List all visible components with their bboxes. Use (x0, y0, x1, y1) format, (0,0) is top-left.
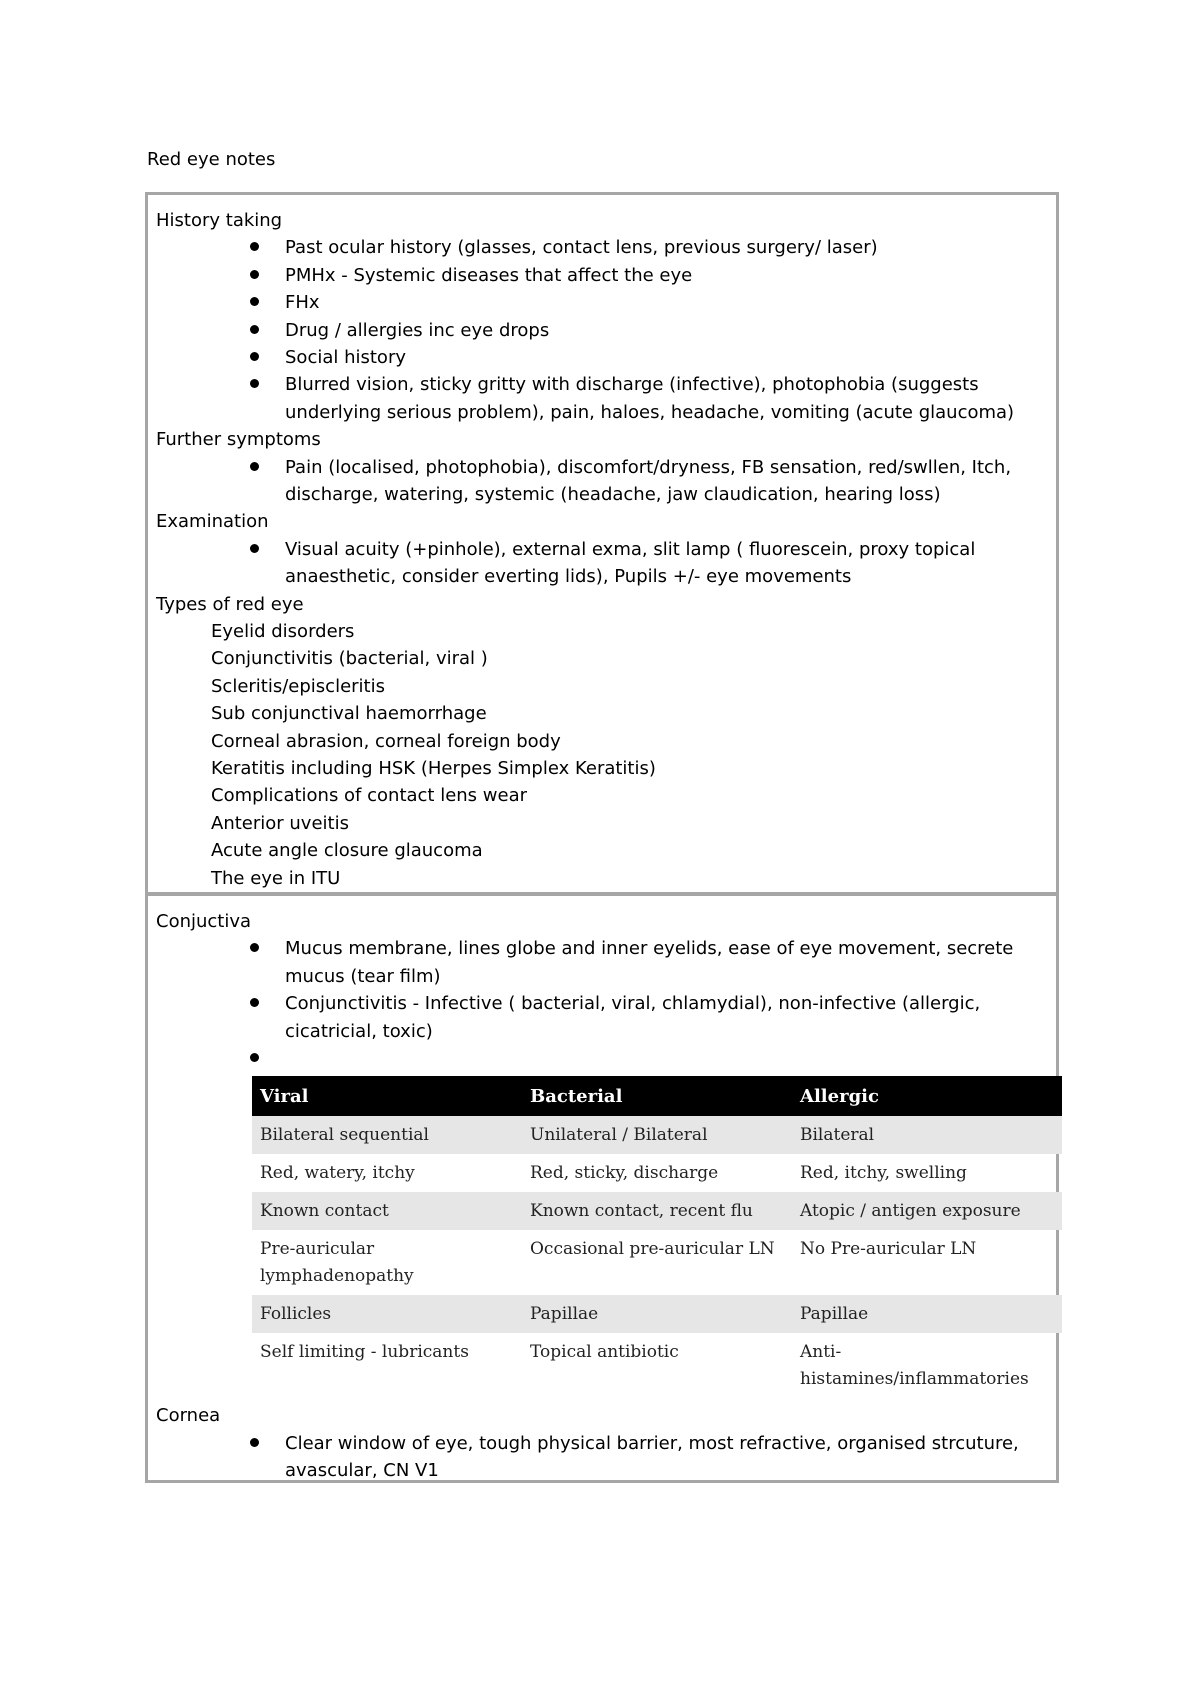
list-item: Visual acuity (+pinhole), external exma, slit lamp ( fluorescein, proxy topical anaesthetic, consider everting lids), Pupils +/- eye movements (156, 536, 1048, 591)
list-item: Clear window of eye, tough physical barrier, most refractive, organised strcuture, avascular, CN V1 (156, 1430, 1048, 1485)
type-item: Anterior uveitis (211, 812, 349, 834)
table-row (252, 1230, 1062, 1295)
table-cell: No Pre-auricular LN (800, 1239, 977, 1260)
history-list (156, 234, 1048, 426)
list-item: Drug / allergies inc eye drops (156, 317, 1048, 344)
cornea-list (156, 1430, 1048, 1485)
table-cell: Unilateral / Bilateral (522, 1116, 792, 1154)
table-cell: Occasional pre-auricular LN (530, 1239, 775, 1260)
table-cell: Pre-auricular lymphadenopathy (260, 1239, 414, 1287)
bullet-icon (250, 943, 259, 952)
table-row (252, 1295, 1062, 1333)
column-header: Allergic (792, 1076, 1062, 1116)
table-row (252, 1116, 1062, 1154)
table-cell: Red, itchy, swelling (800, 1163, 967, 1184)
table-cell: Anti-histamines/inflammatories (800, 1342, 1029, 1390)
examination-list (156, 536, 1048, 591)
table-cell: Bilateral (792, 1116, 1062, 1154)
bullet-icon (250, 242, 259, 251)
bullet-icon (250, 544, 259, 553)
type-item: Acute angle closure glaucoma (211, 840, 483, 862)
table-cell: Known contact (252, 1192, 522, 1230)
table-row (252, 1192, 1062, 1230)
bullet-icon (250, 352, 259, 361)
list-item: Past ocular history (glasses, contact lens, previous surgery/ laser) (156, 234, 1048, 261)
list-item: Mucus membrane, lines globe and inner eyelids, ease of eye movement, secrete mucus (tear film) (156, 935, 1048, 990)
types-list (156, 618, 1048, 892)
list-item: Pain (localised, photophobia), discomfort/dryness, FB sensation, red/swllen, Itch, discharge, watering, systemic (headache, jaw claudication, hearing loss) (156, 454, 1048, 509)
table-cell: Known contact, recent flu (522, 1192, 792, 1230)
table-cell: Red, watery, itchy (260, 1163, 415, 1184)
bullet-icon (250, 462, 259, 471)
column-header: Bacterial (522, 1076, 792, 1116)
bullet-icon (250, 1438, 259, 1447)
list-item-empty (156, 1045, 1048, 1072)
list-item: FHx (156, 289, 1048, 316)
list-item: Conjunctivitis - Infective ( bacterial, viral, chlamydial), non-infective (allergic, cicatricial, toxic) (156, 990, 1048, 1045)
type-item: Corneal abrasion, corneal foreign body (211, 730, 561, 752)
type-item: Keratitis including HSK (Herpes Simplex Keratitis) (211, 757, 656, 779)
table-cell: Self limiting - lubricants (260, 1342, 469, 1363)
type-item: Sub conjunctival haemorrhage (211, 703, 487, 725)
table-cell: Topical antibiotic (530, 1342, 679, 1363)
type-item: The eye in ITU (211, 867, 341, 889)
types-heading: Types of red eye (156, 593, 304, 615)
bullet-icon (250, 379, 259, 388)
history-heading: History taking (156, 210, 283, 231)
conjunctiva-heading: Conjuctiva (156, 911, 252, 932)
bullet-icon (250, 270, 259, 279)
cornea-heading: Cornea (156, 1405, 221, 1427)
type-item: Complications of contact lens wear (211, 785, 528, 807)
type-item: Conjunctivitis (bacterial, viral ) (211, 648, 488, 670)
list-item: PMHx - Systemic diseases that affect the eye (156, 262, 1048, 289)
table-cell: Bilateral sequential (252, 1116, 522, 1154)
table-row (252, 1333, 1062, 1398)
page-title: Red eye notes (147, 149, 276, 170)
bullet-icon (250, 325, 259, 334)
table-header-row (252, 1076, 1062, 1116)
table-row (252, 1154, 1062, 1192)
notes-box-history (145, 192, 1059, 895)
bullet-icon (250, 297, 259, 306)
list-item: Blurred vision, sticky gritty with discharge (infective), photophobia (suggests underlying serious problem), pain, haloes, headache, vomiting (acute glaucoma) (156, 371, 1048, 426)
column-header: Viral (252, 1076, 522, 1116)
table-cell: Follicles (252, 1295, 522, 1333)
conjunctivitis-comparison-table (252, 1076, 1062, 1398)
notes-box-conjunctiva (145, 893, 1059, 1483)
table-cell: Papillae (522, 1295, 792, 1333)
table-cell: Papillae (792, 1295, 1062, 1333)
further-symptoms-heading: Further symptoms (156, 429, 321, 451)
table-cell: Atopic / antigen exposure (792, 1192, 1062, 1230)
type-item: Eyelid disorders (211, 621, 355, 643)
type-item: Scleritis/episcleritis (211, 675, 385, 697)
list-item: Social history (156, 344, 1048, 371)
conjunctiva-list (156, 935, 1048, 1072)
further-symptoms-list (156, 454, 1048, 509)
table-cell: Red, sticky, discharge (530, 1163, 719, 1184)
bullet-icon (250, 1053, 259, 1062)
examination-heading: Examination (156, 511, 269, 533)
bullet-icon (250, 998, 259, 1007)
